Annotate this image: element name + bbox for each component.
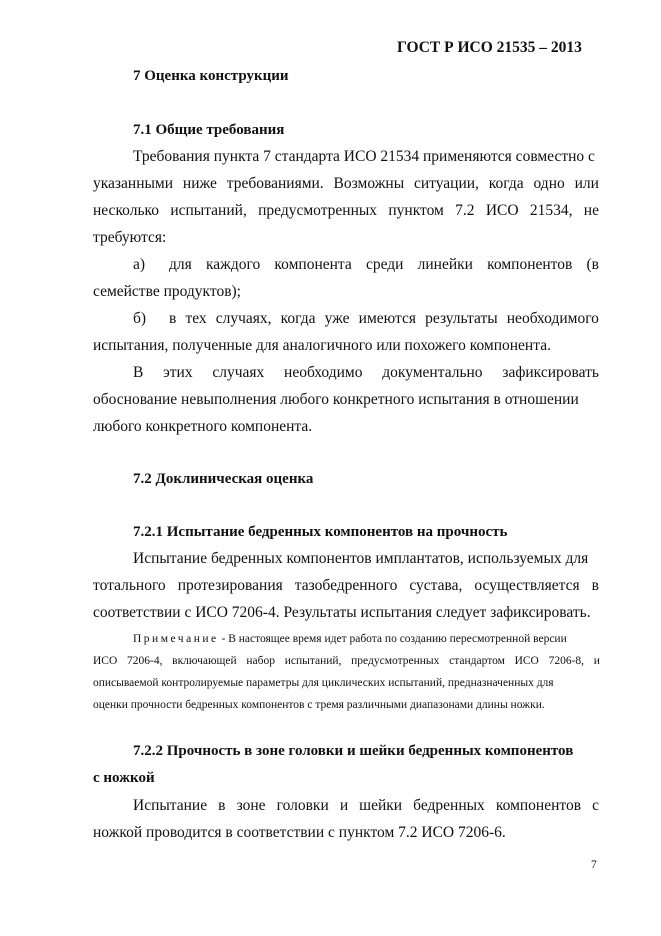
word: (в (586, 256, 599, 273)
word: компонентов (495, 797, 582, 814)
word: и (339, 797, 349, 814)
word: шейки (359, 797, 403, 814)
word: и (593, 655, 600, 667)
word: каждого (205, 256, 261, 273)
word: 7206-4, (126, 655, 163, 667)
word: случаях (212, 364, 265, 381)
word: требованиями. (226, 175, 324, 192)
item-b-marker: б) (133, 310, 147, 327)
word: бедренных (413, 797, 485, 814)
word: 7206-8, (548, 655, 585, 667)
word: ИСО (514, 655, 539, 667)
standard-code-header: ГОСТ Р ИСО 21535 – 2013 (397, 39, 582, 56)
word: указанными (93, 175, 174, 192)
word: испытаний, (170, 202, 247, 219)
word: Испытание (133, 797, 208, 814)
word: 21534, (529, 202, 573, 219)
word: линейки (417, 256, 473, 273)
word: Возможны (333, 175, 405, 192)
word: зафиксировать (502, 364, 599, 381)
section-7-title: 7 Оценка конструкции (133, 68, 289, 84)
section-7-2-1-title: 7.2.1 Испытание бедренных компонентов на прочность (133, 524, 508, 540)
para2-line1 (133, 363, 599, 383)
word: пунктом (388, 202, 444, 219)
word: компонента (274, 256, 352, 273)
word: или (574, 175, 599, 192)
word: набор (246, 655, 275, 667)
word: ИСО (93, 655, 118, 667)
para1-line4: требуются: (93, 229, 167, 246)
word: испытаний, (284, 655, 342, 667)
page-number: 7 (591, 859, 597, 871)
word: для (169, 256, 192, 273)
item-a-marker: а) (133, 256, 146, 273)
s722-para-line2: ножкой проводится в соответствии с пунктом 7.2 ИСО 7206-6. (93, 824, 506, 841)
note-line2 (93, 653, 600, 669)
para1-line1: Требования пункта 7 стандарта ИСО 21534 применяются совместно с (133, 148, 595, 165)
section-7-2-title: 7.2 Доклиническая оценка (133, 471, 314, 487)
section-7-2-2-title-line2: с ножкой (93, 770, 155, 786)
word: результаты (425, 310, 498, 327)
word: тех (185, 310, 207, 327)
word: ситуации, (413, 175, 479, 192)
item-b-line2: испытания, полученные для аналогичного или похожего компонента. (93, 337, 551, 354)
word: предусмотренных (351, 655, 440, 667)
word: необходимо (284, 364, 363, 381)
word: не (583, 202, 599, 219)
word: в (218, 797, 226, 814)
word: когда (280, 310, 316, 327)
word: с (592, 797, 599, 814)
s721-para-line2 (93, 576, 599, 596)
word: в (169, 310, 177, 327)
word: предусмотренных (258, 202, 378, 219)
word: включающей (172, 655, 237, 667)
word: одно (533, 175, 565, 192)
word: ИСО (485, 202, 519, 219)
s721-para-line1: Испытание бедренных компонентов имплантатов, используемых для (133, 550, 589, 567)
word: документально (382, 364, 483, 381)
word: когда (488, 175, 524, 192)
s722-para-line1 (133, 796, 599, 816)
para2-line3: любого конкретного компонента. (93, 418, 313, 435)
word: уже (324, 310, 350, 327)
word: среди (365, 256, 404, 273)
word: зоне (236, 797, 266, 814)
word: В (133, 364, 144, 381)
note-line3: описываемой контролируемые параметры для циклических испытаний, предназначенных для (93, 677, 554, 689)
note-label: Примечание (133, 633, 219, 645)
word: этих (163, 364, 193, 381)
word: тотального (93, 577, 166, 594)
para2-line2: обоснование невыполнения любого конкретного испытания в отношении (93, 391, 579, 408)
word: имеются (358, 310, 417, 327)
word: протезирования (177, 577, 283, 594)
word: головки (276, 797, 329, 814)
para1-line2 (93, 174, 599, 194)
note-line4: оценки прочности бедренных компонентов с тремя различными диапазонами длины ножки. (93, 699, 545, 711)
word: ниже (182, 175, 217, 192)
note-line1-text: - В настоящее время идет работа по созданию пересмотренной версии (218, 633, 567, 645)
word: случаях, (215, 310, 272, 327)
word: сустава, (409, 577, 463, 594)
item-a-line1 (169, 255, 599, 275)
word: в (591, 577, 599, 594)
word: необходимого (506, 310, 599, 327)
para1-line3 (93, 201, 599, 221)
section-7-1-title: 7.1 Общие требования (133, 122, 285, 138)
section-7-2-2-title-line1: 7.2.2 Прочность в зоне головки и шейки бедренных компонентов (133, 743, 574, 759)
word: тазобедренного (294, 577, 398, 594)
item-b-line1 (169, 309, 599, 329)
word: 7.2 (455, 202, 475, 219)
word: стандартом (449, 655, 505, 667)
word: осуществляется (474, 577, 580, 594)
word: несколько (93, 202, 160, 219)
word: компонентов (487, 256, 573, 273)
s721-para-line3: соответствии с ИСО 7206-4. Результаты испытания следует зафиксировать. (93, 604, 591, 621)
item-a-line2: семействе продуктов); (93, 283, 241, 300)
note-line1 (133, 631, 567, 647)
